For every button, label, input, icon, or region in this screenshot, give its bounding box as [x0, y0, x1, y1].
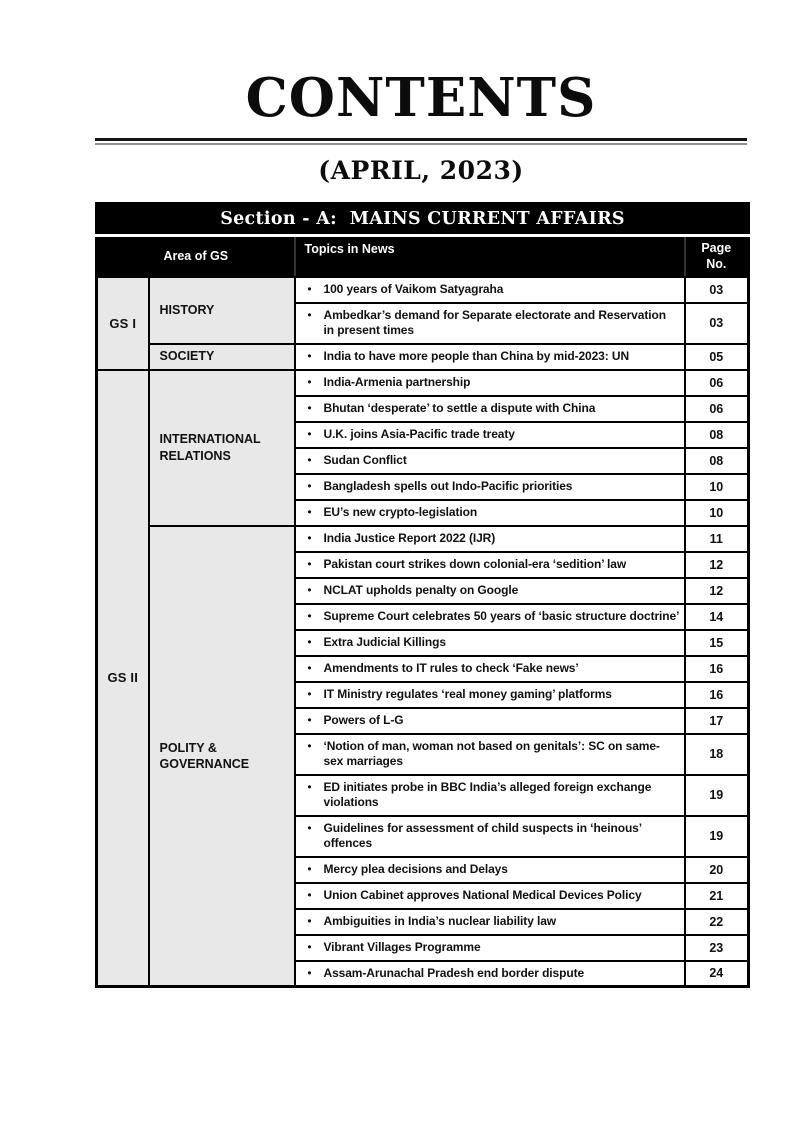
- topic-row-content: [296, 375, 680, 391]
- bullet-icon: •: [307, 281, 312, 296]
- title-rule: [95, 138, 747, 145]
- topic-cell: [295, 734, 685, 775]
- topic-row-content: [296, 888, 680, 904]
- table-row: [97, 344, 749, 370]
- topic-text: 100 years of Vaikom Satyagraha: [323, 281, 504, 296]
- topic-text: Supreme Court celebrates 50 years of ‘basic structure doctrine’: [323, 608, 680, 623]
- topic-cell: [295, 816, 685, 857]
- topic-row-content: [296, 635, 680, 651]
- page-number-cell: 08: [685, 448, 749, 474]
- bullet-icon: •: [307, 530, 312, 545]
- topic-row-content: [296, 713, 680, 729]
- area-cell: POLITY & GOVERNANCE: [149, 526, 295, 987]
- page-subtitle: (APRIL, 2023): [318, 156, 524, 185]
- topic-row-content: [296, 505, 680, 521]
- topic-cell: [295, 303, 685, 344]
- topic-row-content: [296, 308, 680, 339]
- bullet-icon: •: [307, 779, 312, 794]
- topic-row-content: [296, 966, 680, 982]
- bullet-icon: •: [307, 452, 312, 467]
- bullet-icon: •: [307, 400, 312, 415]
- topic-row-content: [296, 349, 680, 365]
- topic-row-content: [296, 282, 680, 298]
- topic-text: Ambedkar’s demand for Separate electorate and Reservation in present times: [323, 307, 666, 337]
- topic-cell: [295, 448, 685, 474]
- topic-cell: [295, 396, 685, 422]
- topic-cell: [295, 682, 685, 708]
- area-cell: HISTORY: [149, 277, 295, 344]
- column-header-page-line2: No.: [706, 257, 727, 272]
- bullet-icon: •: [307, 307, 312, 322]
- topic-text: Guidelines for assessment of child suspects in ‘heinous’ offences: [323, 820, 642, 850]
- topic-cell: [295, 857, 685, 883]
- topic-cell: [295, 935, 685, 961]
- topic-cell: [295, 604, 685, 630]
- topic-cell: [295, 474, 685, 500]
- topic-row-content: [296, 739, 680, 770]
- bullet-icon: •: [307, 861, 312, 876]
- page-number-cell: 10: [685, 474, 749, 500]
- section-header: Section - A: MAINS CURRENT AFFAIRS: [97, 204, 749, 236]
- topic-text: Extra Judicial Killings: [323, 634, 446, 649]
- bullet-icon: •: [307, 686, 312, 701]
- topic-row-content: [296, 479, 680, 495]
- topic-row-content: [296, 661, 680, 677]
- column-header-page-line1: Page: [701, 241, 732, 255]
- page-number-cell: 10: [685, 500, 749, 526]
- page-title: CONTENTS: [245, 67, 597, 129]
- bullet-icon: •: [307, 965, 312, 980]
- bullet-icon: •: [307, 820, 312, 835]
- topic-cell: [295, 277, 685, 303]
- topic-text: EU’s new crypto-legislation: [323, 504, 478, 519]
- topic-text: Powers of L-G: [323, 712, 404, 727]
- page-number-cell: 19: [685, 816, 749, 857]
- bullet-icon: •: [307, 504, 312, 519]
- topic-text: India-Armenia partnership: [323, 374, 471, 389]
- topic-cell: [295, 883, 685, 909]
- page-number-cell: 17: [685, 708, 749, 734]
- bullet-icon: •: [307, 556, 312, 571]
- page-number-cell: 14: [685, 604, 749, 630]
- topic-cell: [295, 526, 685, 552]
- topic-cell: [295, 708, 685, 734]
- topic-text: India to have more people than China by mid-2023: UN: [323, 348, 630, 363]
- topic-text: Amendments to IT rules to check ‘Fake news’: [323, 660, 579, 675]
- bullet-icon: •: [307, 608, 312, 623]
- topic-row-content: [296, 862, 680, 878]
- page-number-cell: 12: [685, 552, 749, 578]
- page-number-cell: 03: [685, 303, 749, 344]
- topic-text: Bangladesh spells out Indo-Pacific priorities: [323, 478, 573, 493]
- bullet-icon: •: [307, 712, 312, 727]
- topic-row-content: [296, 453, 680, 469]
- topic-cell: [295, 961, 685, 987]
- page-number-cell: 08: [685, 422, 749, 448]
- page-number-cell: 11: [685, 526, 749, 552]
- contents-table: [95, 202, 750, 988]
- column-header-topics: Topics in News: [295, 236, 685, 277]
- page-number-cell: 15: [685, 630, 749, 656]
- topic-text: Vibrant Villages Programme: [323, 939, 481, 954]
- bullet-icon: •: [307, 478, 312, 493]
- topic-text: Ambiguities in India’s nuclear liability law: [323, 913, 557, 928]
- bullet-icon: •: [307, 348, 312, 363]
- topic-row-content: [296, 583, 680, 599]
- gs-cell: GS I: [97, 277, 149, 370]
- topic-cell: [295, 630, 685, 656]
- area-cell: INTERNATIONAL RELATIONS: [149, 370, 295, 526]
- table-row: [97, 277, 749, 303]
- topic-row-content: [296, 609, 680, 625]
- page-number-cell: 05: [685, 344, 749, 370]
- section-header-row: [97, 204, 749, 236]
- bullet-icon: •: [307, 939, 312, 954]
- topic-text: ED initiates probe in BBC India’s alleged foreign exchange violations: [323, 779, 652, 809]
- topic-row-content: [296, 821, 680, 852]
- bullet-icon: •: [307, 634, 312, 649]
- topic-text: ‘Notion of man, woman not based on genitals’: SC on same-sex marriages: [323, 738, 660, 768]
- page-number-cell: 20: [685, 857, 749, 883]
- topic-text: Assam-Arunachal Pradesh end border dispute: [323, 965, 585, 980]
- topic-cell: [295, 552, 685, 578]
- page-number-cell: 21: [685, 883, 749, 909]
- page-number-cell: 18: [685, 734, 749, 775]
- topic-row-content: [296, 531, 680, 547]
- table-row: [97, 526, 749, 552]
- page-number-cell: 19: [685, 775, 749, 816]
- bullet-icon: •: [307, 374, 312, 389]
- topic-row-content: [296, 557, 680, 573]
- bullet-icon: •: [307, 660, 312, 675]
- topic-text: Mercy plea decisions and Delays: [323, 861, 508, 876]
- column-header-area: Area of GS: [97, 236, 295, 277]
- bullet-icon: •: [307, 913, 312, 928]
- topic-text: Bhutan ‘desperate’ to settle a dispute with China: [323, 400, 596, 415]
- topic-row-content: [296, 687, 680, 703]
- topic-row-content: [296, 940, 680, 956]
- topic-text: IT Ministry regulates ‘real money gaming’ platforms: [323, 686, 612, 701]
- page-number-cell: 03: [685, 277, 749, 303]
- table-row: [97, 370, 749, 396]
- topic-cell: [295, 909, 685, 935]
- page-number-cell: 16: [685, 656, 749, 682]
- topic-text: Union Cabinet approves National Medical Devices Policy: [323, 887, 642, 902]
- gs-cell: GS II: [97, 370, 149, 987]
- topic-cell: [295, 775, 685, 816]
- toc-body: [97, 277, 749, 987]
- topic-cell: [295, 370, 685, 396]
- topic-cell: [295, 656, 685, 682]
- title-rule-bottom: [95, 143, 747, 145]
- topic-row-content: [296, 427, 680, 443]
- page-number-cell: 06: [685, 370, 749, 396]
- page-number-cell: 24: [685, 961, 749, 987]
- topic-text: India Justice Report 2022 (IJR): [323, 530, 496, 545]
- page-number-cell: 12: [685, 578, 749, 604]
- title-block: [95, 0, 747, 185]
- page-number-cell: 16: [685, 682, 749, 708]
- page-number-cell: 23: [685, 935, 749, 961]
- column-header-page: [685, 236, 749, 277]
- topic-text: Pakistan court strikes down colonial-era ‘sedition’ law: [323, 556, 627, 571]
- topic-text: Sudan Conflict: [323, 452, 407, 467]
- page-number-cell: 06: [685, 396, 749, 422]
- topic-row-content: [296, 914, 680, 930]
- topic-row-content: [296, 401, 680, 417]
- topic-cell: [295, 344, 685, 370]
- topic-row-content: [296, 780, 680, 811]
- topic-text: NCLAT upholds penalty on Google: [323, 582, 519, 597]
- bullet-icon: •: [307, 426, 312, 441]
- area-cell: SOCIETY: [149, 344, 295, 370]
- title-rule-top: [95, 138, 747, 141]
- topic-cell: [295, 500, 685, 526]
- bullet-icon: •: [307, 582, 312, 597]
- topic-text: U.K. joins Asia-Pacific trade treaty: [323, 426, 515, 441]
- column-header-row: [97, 236, 749, 277]
- topic-cell: [295, 422, 685, 448]
- bullet-icon: •: [307, 738, 312, 753]
- page-number-cell: 22: [685, 909, 749, 935]
- bullet-icon: •: [307, 887, 312, 902]
- topic-cell: [295, 578, 685, 604]
